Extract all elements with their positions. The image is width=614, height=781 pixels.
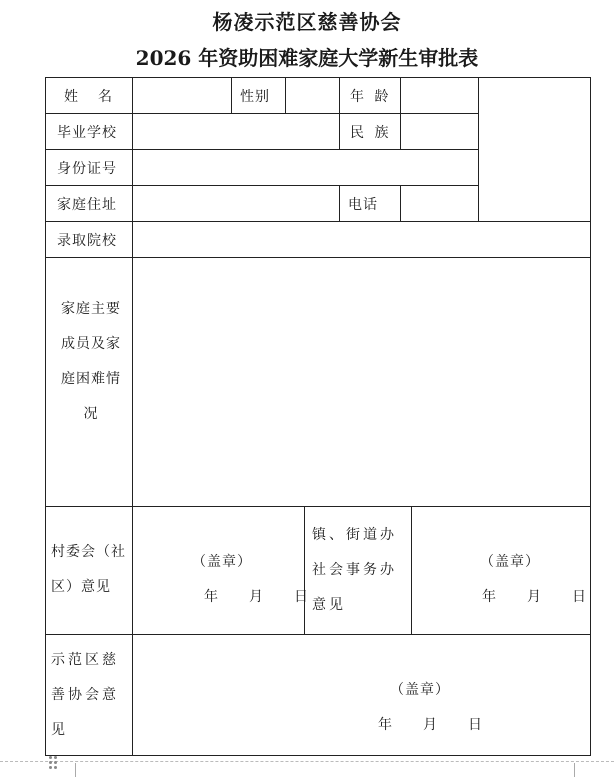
row-divider [45,149,478,150]
row-divider [45,634,591,635]
label-column-divider [132,77,133,756]
table-border-left [45,77,46,756]
association-opinion-label: 示范区慈善协会意见 [51,652,119,738]
family-situation-label: 家庭主要成员及家庭困难情况 [61,301,121,422]
table-border-top [45,77,591,78]
col-divider [339,77,340,149]
table-border-bottom [45,755,591,756]
village-seal-text: （盖章） [192,554,252,570]
age-label: 年 龄 [350,89,392,105]
ethnicity-label: 民 族 [350,125,392,141]
col-divider [400,77,401,149]
col-divider [339,185,340,221]
association-seal-text: （盖章） [390,682,450,698]
col-divider [231,77,232,113]
document-subtitle: 2026 年资助困难家庭大学新生审批表 [135,46,479,70]
col-divider [411,506,412,634]
village-date-text: 年 月 日 [204,589,309,605]
row-divider [45,113,478,114]
village-opinion-label: 村委会（社区）意见 [51,544,126,595]
association-date-text: 年 月 日 [378,717,483,733]
col-divider [400,185,401,221]
document-title: 杨凌示范区慈善协会 [212,10,402,34]
table-border-right [590,77,591,756]
gender-label: 性别 [240,89,270,105]
row-divider [45,257,591,258]
admission-school-label: 录取院校 [57,233,117,249]
address-label: 家庭住址 [57,197,117,213]
row-divider [45,185,478,186]
margin-corner-mark [560,763,575,777]
id-number-label: 身份证号 [57,161,117,177]
photo-column-divider [478,77,479,221]
col-divider [304,506,305,634]
col-divider [285,77,286,113]
school-label: 毕业学校 [57,125,117,141]
table-move-handle-icon[interactable] [49,756,59,772]
margin-corner-mark [75,763,90,777]
town-seal-text: （盖章） [480,554,540,570]
row-divider [45,221,591,222]
name-label: 姓 名 [64,89,115,105]
town-opinion-label: 镇、街道办社会事务办意见 [312,527,397,613]
row-divider [45,506,591,507]
town-date-text: 年 月 日 [482,589,587,605]
page-break-line [0,761,614,762]
phone-label: 电话 [348,197,378,213]
